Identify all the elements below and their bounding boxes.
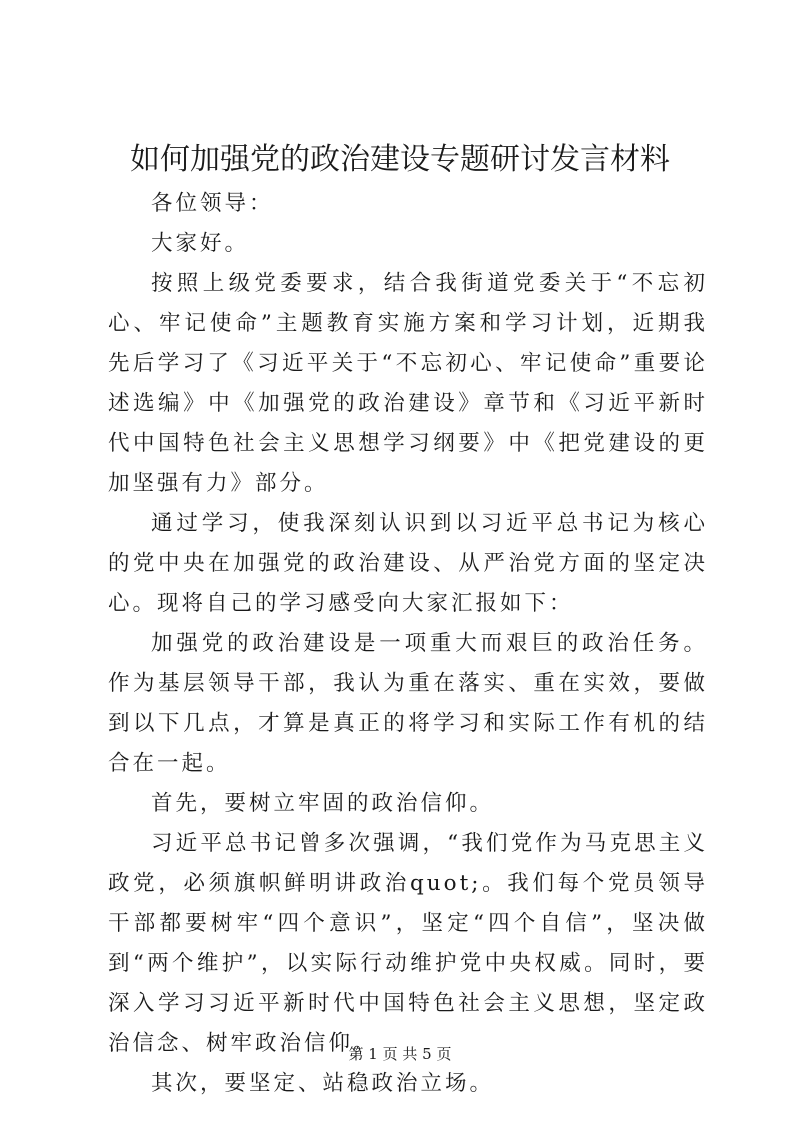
paragraph-study-intro: 按照上级党委要求，结合我街道党委关于“不忘初心、牢记使命”主题教育实施方案和学习计划，近期我先后学习了《习近平关于“不忘初心、牢记使命”重要论述选编》中《加强党的政治建设》章节和《习近平新时代中国特色社会主义思想学习纲要》中《把党建设的更加坚强有力》部分。: [108, 271, 708, 496]
document-title: 如何加强党的政治建设专题研讨发言材料: [130, 142, 670, 177]
paragraph-second-point: 其次，要坚定、站稳政治立场。: [151, 1071, 495, 1096]
paragraph-xi-quote: 习近平总书记曾多次强调，“我们党作为马克思主义政党，必须旗帜鲜明讲政治quot;。我们每个党员领导干部都要树牢“四个意识”，坚定“四个自信”，坚决做到“两个维护”，以实际行动维护党中央权威。同时，要深入学习习近平新时代中国特色社会主义思想，坚定政治信念、树牢政治信仰。: [108, 831, 708, 1056]
document-body: [108, 184, 708, 1104]
paragraph-political-task: 加强党的政治建设是一项重大而艰巨的政治任务。作为基层领导干部，我认为重在落实、重在实效，要做到以下几点，才算是真正的将学习和实际工作有机的结合在一起。: [108, 631, 708, 776]
greeting: 大家好。: [151, 231, 250, 256]
paragraph-understanding: 通过学习，使我深刻认识到以习近平总书记为核心的党中央在加强党的政治建设、从严治党方面的坚定决心。现将自己的学习感受向大家汇报如下：: [108, 511, 708, 616]
paragraph-first-point: 首先，要树立牢固的政治信仰。: [151, 791, 495, 816]
page-number-footer: 第 1 页 共 5 页: [348, 1045, 452, 1063]
salutation: 各位领导：: [151, 191, 274, 216]
